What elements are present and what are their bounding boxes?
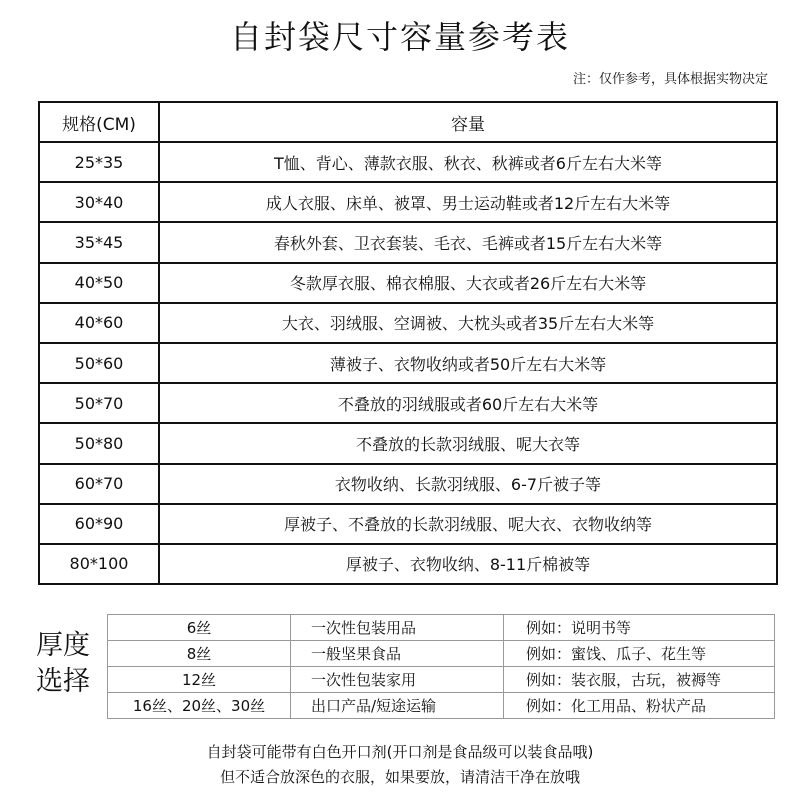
capacity-cell: T恤、背心、薄款衣服、秋衣、秋裤或者6斤左右大米等 xyxy=(159,142,777,182)
capacity-cell: 厚被子、不叠放的长款羽绒服、呢大衣、衣物收纳等 xyxy=(159,504,777,544)
header-size: 规格(CM) xyxy=(39,102,159,142)
thickness-cell: 8丝 xyxy=(108,641,291,667)
size-cell: 50*70 xyxy=(39,383,159,423)
thickness-cell: 16丝、20丝、30丝 xyxy=(108,693,291,719)
table-row xyxy=(39,423,777,463)
size-cell: 40*60 xyxy=(39,303,159,343)
thickness-label xyxy=(36,628,104,700)
size-cell: 50*80 xyxy=(39,423,159,463)
thickness-row xyxy=(108,615,775,641)
table-row xyxy=(39,142,777,182)
page-title: 自封袋尺寸容量参考表 xyxy=(229,18,570,56)
table-row xyxy=(39,544,777,584)
use-cell: 一次性包装家用 xyxy=(291,667,504,693)
example-cell: 例如：说明书等 xyxy=(504,615,775,641)
table-row xyxy=(39,222,777,262)
capacity-cell: 成人衣服、床单、被罩、男士运动鞋或者12斤左右大米等 xyxy=(159,182,777,222)
table-row xyxy=(39,263,777,303)
thickness-row xyxy=(108,641,775,667)
thickness-row xyxy=(108,693,775,719)
size-cell: 25*35 xyxy=(39,142,159,182)
size-cell: 40*50 xyxy=(39,263,159,303)
thickness-label-line2: 选择 xyxy=(36,666,90,697)
size-cell: 60*70 xyxy=(39,464,159,504)
table-header-row xyxy=(39,102,777,142)
thickness-cell: 12丝 xyxy=(108,667,291,693)
capacity-cell: 冬款厚衣服、棉衣棉服、大衣或者26斤左右大米等 xyxy=(159,263,777,303)
size-cell: 60*90 xyxy=(39,504,159,544)
use-cell: 一次性包装用品 xyxy=(291,615,504,641)
use-cell: 出口产品/短途运输 xyxy=(291,693,504,719)
table-row xyxy=(39,182,777,222)
thickness-table xyxy=(107,614,775,719)
example-cell: 例如：化工用品、粉状产品 xyxy=(504,693,775,719)
thickness-row xyxy=(108,667,775,693)
capacity-cell: 大衣、羽绒服、空调被、大枕头或者35斤左右大米等 xyxy=(159,303,777,343)
example-cell: 例如：蜜饯、瓜子、花生等 xyxy=(504,641,775,667)
table-row xyxy=(39,504,777,544)
size-cell: 80*100 xyxy=(39,544,159,584)
header-capacity: 容量 xyxy=(159,102,777,142)
thickness-label-line1: 厚度 xyxy=(36,630,90,661)
thickness-cell: 6丝 xyxy=(108,615,291,641)
size-capacity-table xyxy=(38,101,778,585)
capacity-cell: 厚被子、衣物收纳、8-11斤棉被等 xyxy=(159,544,777,584)
footer-line-1: 自封袋可能带有白色开口剂(开口剂是食品级可以装食品哦) xyxy=(206,743,594,761)
size-cell: 35*45 xyxy=(39,222,159,262)
footer-note xyxy=(0,740,800,790)
size-cell: 50*60 xyxy=(39,343,159,383)
table-row xyxy=(39,383,777,423)
size-cell: 30*40 xyxy=(39,182,159,222)
table-row xyxy=(39,303,777,343)
table-row xyxy=(39,464,777,504)
reference-note: 注：仅作参考，具体根据实物决定 xyxy=(572,72,768,87)
capacity-cell: 衣物收纳、长款羽绒服、6-7斤被子等 xyxy=(159,464,777,504)
capacity-cell: 春秋外套、卫衣套装、毛衣、毛裤或者15斤左右大米等 xyxy=(159,222,777,262)
capacity-cell: 薄被子、衣物收纳或者50斤左右大米等 xyxy=(159,343,777,383)
use-cell: 一般坚果食品 xyxy=(291,641,504,667)
capacity-cell: 不叠放的羽绒服或者60斤左右大米等 xyxy=(159,383,777,423)
table-row xyxy=(39,343,777,383)
example-cell: 例如：装衣服，古玩，被褥等 xyxy=(504,667,775,693)
capacity-cell: 不叠放的长款羽绒服、呢大衣等 xyxy=(159,423,777,463)
footer-line-2: 但不适合放深色的衣服，如果要放，请清洁干净在放哦 xyxy=(219,768,580,786)
